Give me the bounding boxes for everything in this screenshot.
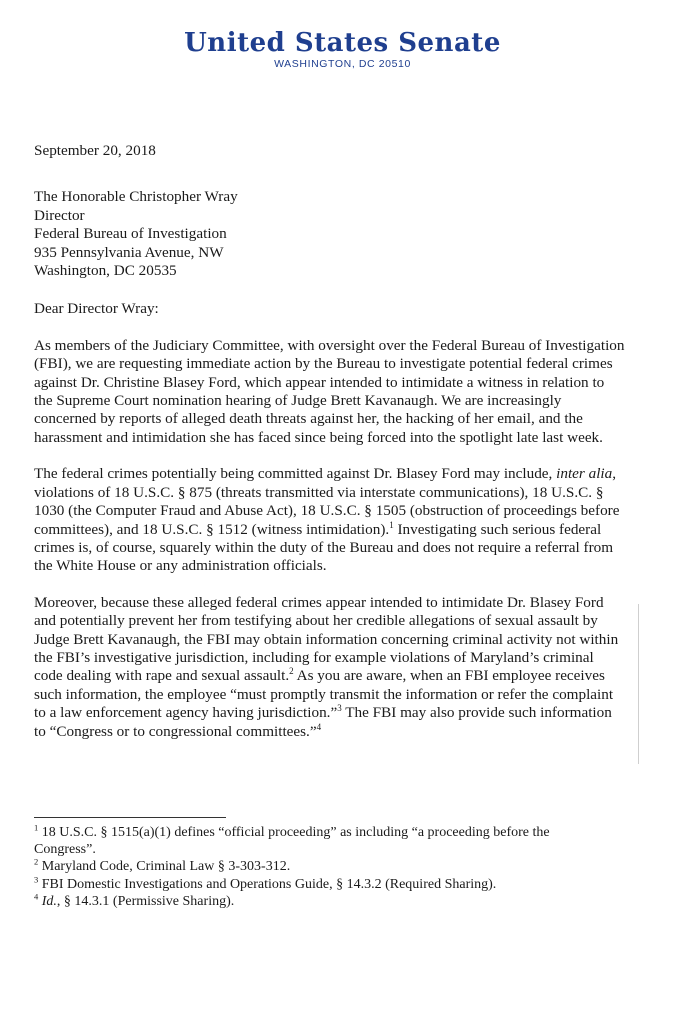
paragraph-line: 1030 (the Computer Fraud and Abuse Act), 18 U.S.C. § 1505 (obstruction of proceedings before — [34, 502, 620, 520]
paragraph-line: crimes is, of course, squarely within the duty of the Bureau and does not require a referral from — [34, 538, 614, 556]
footnote-text: 18 U.S.C. § 1515(a)(1) defines “official proceeding” as including “a proceeding before the — [38, 825, 550, 840]
paragraph-line: the FBI’s investigative jurisdiction, including for example violations of Maryland’s criminal — [34, 648, 594, 666]
paragraph-line — [34, 723, 654, 741]
paragraph-line — [34, 465, 654, 483]
letterhead — [0, 28, 685, 70]
recipient-street: 935 Pennsylvania Avenue, NW — [34, 243, 224, 261]
paragraph-line: (FBI), we are requesting immediate action by the Bureau to investigate potential federal crimes — [34, 355, 613, 373]
paragraph-line: As members of the Judiciary Committee, with oversight over the Federal Bureau of Investigation — [34, 336, 625, 354]
paragraph-2 — [34, 465, 654, 575]
footnote-ref: 3 — [337, 703, 342, 714]
paragraph-3 — [34, 594, 654, 741]
footnote-ref: 2 — [289, 666, 294, 677]
paragraph-line: Judge Brett Kavanaugh, the FBI may obtain information concerning criminal activity not within — [34, 630, 619, 648]
letter-date: September 20, 2018 — [34, 142, 156, 159]
letterhead-city: WASHINGTON, DC 20510 — [274, 58, 411, 70]
footnote-ref: 4 — [316, 721, 322, 732]
paragraph-line: the Supreme Court nomination hearing of Judge Brett Kavanaugh. We are increasingly — [34, 392, 562, 410]
paragraph-line: and potentially prevent her from testifying about her credible allegations of sexual assault by — [34, 612, 598, 630]
footnote-text: FBI Domestic Investigations and Operations Guide, § 14.3.2 (Required Sharing). — [38, 876, 497, 892]
footnote-text: Maryland Code, Criminal Law § 3-303-312. — [38, 859, 291, 875]
text-run: code dealing with rape and sexual assault. — [34, 667, 290, 685]
footnote-2 — [34, 858, 654, 875]
recipient-name: The Honorable Christopher Wray — [34, 188, 238, 206]
text-run: As you are aware, when an FBI employee receives — [293, 667, 605, 685]
paragraph-line: violations of 18 U.S.C. § 875 (threats transmitted via interstate communications), 18 U.S.C. § — [34, 483, 604, 501]
footnote-text: , § 14.3.1 (Permissive Sharing). — [56, 893, 235, 909]
paragraph-line: the White House or any administration officials. — [34, 557, 327, 575]
scan-margin-line — [638, 604, 639, 764]
paragraph-line: Moreover, because these alleged federal crimes appear intended to intimidate Dr. Blasey Ford — [34, 593, 604, 611]
paragraph-line — [34, 521, 654, 539]
footnote-number: 1 — [34, 822, 39, 833]
footnote-1-continued: Congress”. — [34, 842, 96, 858]
footnotes — [34, 824, 654, 910]
recipient-address — [34, 188, 654, 280]
letter-body — [34, 142, 654, 741]
paragraph-line: against Dr. Christine Blasey Ford, which appear intended to intimidate a witness in relation to — [34, 373, 605, 391]
text-run: The FBI may also provide such information — [341, 704, 612, 722]
text-run: to “Congress or to congressional committees.” — [34, 722, 317, 740]
text-run: committees), and 18 U.S.C. § 1512 (witness intimidation). — [34, 520, 390, 538]
italic-term: inter alia — [556, 465, 613, 483]
footnote-italic: Id. — [41, 893, 57, 909]
footnote-divider — [34, 817, 226, 818]
recipient-org: Federal Bureau of Investigation — [34, 225, 227, 243]
salutation: Dear Director Wray: — [34, 300, 159, 318]
footnote-number: 2 — [34, 856, 39, 867]
paragraph-line — [34, 667, 654, 685]
footnote-number: 4 — [34, 891, 39, 902]
footnote-number: 3 — [34, 873, 39, 884]
paragraph-line — [34, 704, 654, 722]
footnote-ref: 1 — [389, 519, 394, 530]
letterhead-title: United States Senate — [184, 28, 501, 58]
paragraph-line: concerned by reports of alleged death threats against her, the hacking of her email, and the — [34, 410, 583, 428]
text-run: , — [612, 465, 617, 483]
text-run: Investigating such serious federal — [393, 520, 602, 538]
footnote-1 — [34, 824, 654, 841]
footnote-4 — [34, 893, 654, 910]
recipient-title: Director — [34, 206, 85, 224]
text-run: to a law enforcement agency having jurisdiction.” — [34, 704, 338, 722]
recipient-city: Washington, DC 20535 — [34, 262, 177, 280]
paragraph-line: such information, the employee “must promptly transmit the information or refer the complaint — [34, 685, 614, 703]
footnote-3 — [34, 873, 654, 893]
paragraph-line: harassment and intimidation she has faced since being forced into the spotlight late last week. — [34, 428, 603, 446]
paragraph-1 — [34, 337, 654, 447]
text-run: The federal crimes potentially being committed against Dr. Blasey Ford may include, — [34, 465, 557, 483]
